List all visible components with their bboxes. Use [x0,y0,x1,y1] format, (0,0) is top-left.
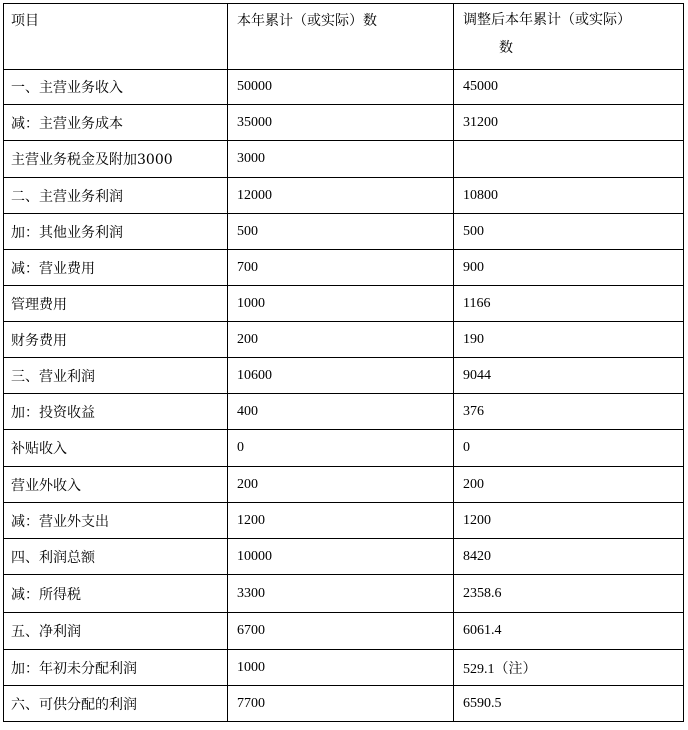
header-adjusted-year [454,4,684,70]
row-adjusted-value: 1200 [454,503,684,539]
row-adjusted-value: 500 [454,214,684,250]
row-adjusted-value: 0 [454,430,684,467]
row-item-label: 一、主营业务收入 [4,70,228,105]
row-current-value: 50000 [228,70,454,105]
row-item-label: 营业外收入 [4,467,228,503]
table-header-row [4,4,684,70]
table-row [4,503,684,539]
table-row [4,178,684,214]
row-current-value: 10600 [228,358,454,394]
row-adjusted-value: 200 [454,467,684,503]
table-row [4,539,684,575]
row-item-label: 减：营业费用 [4,250,228,286]
row-current-value: 35000 [228,105,454,141]
profit-adjustment-table [3,3,684,722]
row-item-label: 加：投资收益 [4,394,228,430]
header-item: 项目 [4,4,228,70]
row-adjusted-value: 2358.6 [454,575,684,613]
row-current-value: 500 [228,214,454,250]
table-row [4,467,684,503]
row-adjusted-value: 1166 [454,286,684,322]
row-item-label: 减：主营业务成本 [4,105,228,141]
row-adjusted-value [454,141,684,178]
header-adjusted-line2: 数 [499,40,513,56]
row-adjusted-value: 10800 [454,178,684,214]
row-current-value: 3300 [228,575,454,613]
table-row [4,613,684,650]
row-item-label: 加：年初未分配利润 [4,650,228,686]
row-adjusted-value: 8420 [454,539,684,575]
row-item-label: 三、营业利润 [4,358,228,394]
table-row [4,286,684,322]
table-row [4,650,684,686]
row-item-label: 减：营业外支出 [4,503,228,539]
row-item-label: 主营业务税金及附加3000 [4,141,228,178]
row-adjusted-value: 6590.5 [454,686,684,722]
row-adjusted-value: 376 [454,394,684,430]
row-current-value: 1000 [228,286,454,322]
row-adjusted-value: 6061.4 [454,613,684,650]
table-row [4,250,684,286]
row-item-label: 补贴收入 [4,430,228,467]
row-item-label: 财务费用 [4,322,228,358]
table-row [4,358,684,394]
row-item-label: 四、利润总额 [4,539,228,575]
row-adjusted-value: 45000 [454,70,684,105]
row-current-value: 0 [228,430,454,467]
header-adjusted-line1: 调整后本年累计（或实际） [463,12,631,28]
row-current-value: 200 [228,467,454,503]
row-current-value: 6700 [228,613,454,650]
row-item-label: 五、净利润 [4,613,228,650]
table-row [4,430,684,467]
row-item-label: 六、可供分配的利润 [4,686,228,722]
row-current-value: 1200 [228,503,454,539]
row-adjusted-value: 31200 [454,105,684,141]
row-current-value: 700 [228,250,454,286]
row-adjusted-value: 900 [454,250,684,286]
row-adjusted-value: 529.1（注） [454,650,684,686]
row-current-value: 400 [228,394,454,430]
row-current-value: 10000 [228,539,454,575]
table-row [4,686,684,722]
row-item-label: 加：其他业务利润 [4,214,228,250]
table-row [4,394,684,430]
header-current-year: 本年累计（或实际）数 [228,4,454,70]
row-current-value: 7700 [228,686,454,722]
row-current-value: 3000 [228,141,454,178]
row-current-value: 200 [228,322,454,358]
table-row [4,70,684,105]
table-row [4,575,684,613]
row-current-value: 12000 [228,178,454,214]
row-adjusted-value: 190 [454,322,684,358]
row-adjusted-value: 9044 [454,358,684,394]
table-row [4,322,684,358]
row-item-label: 管理费用 [4,286,228,322]
table-row [4,141,684,178]
row-item-label: 减：所得税 [4,575,228,613]
row-item-label: 二、主营业务利润 [4,178,228,214]
table-row [4,214,684,250]
row-current-value: 1000 [228,650,454,686]
table-row [4,105,684,141]
